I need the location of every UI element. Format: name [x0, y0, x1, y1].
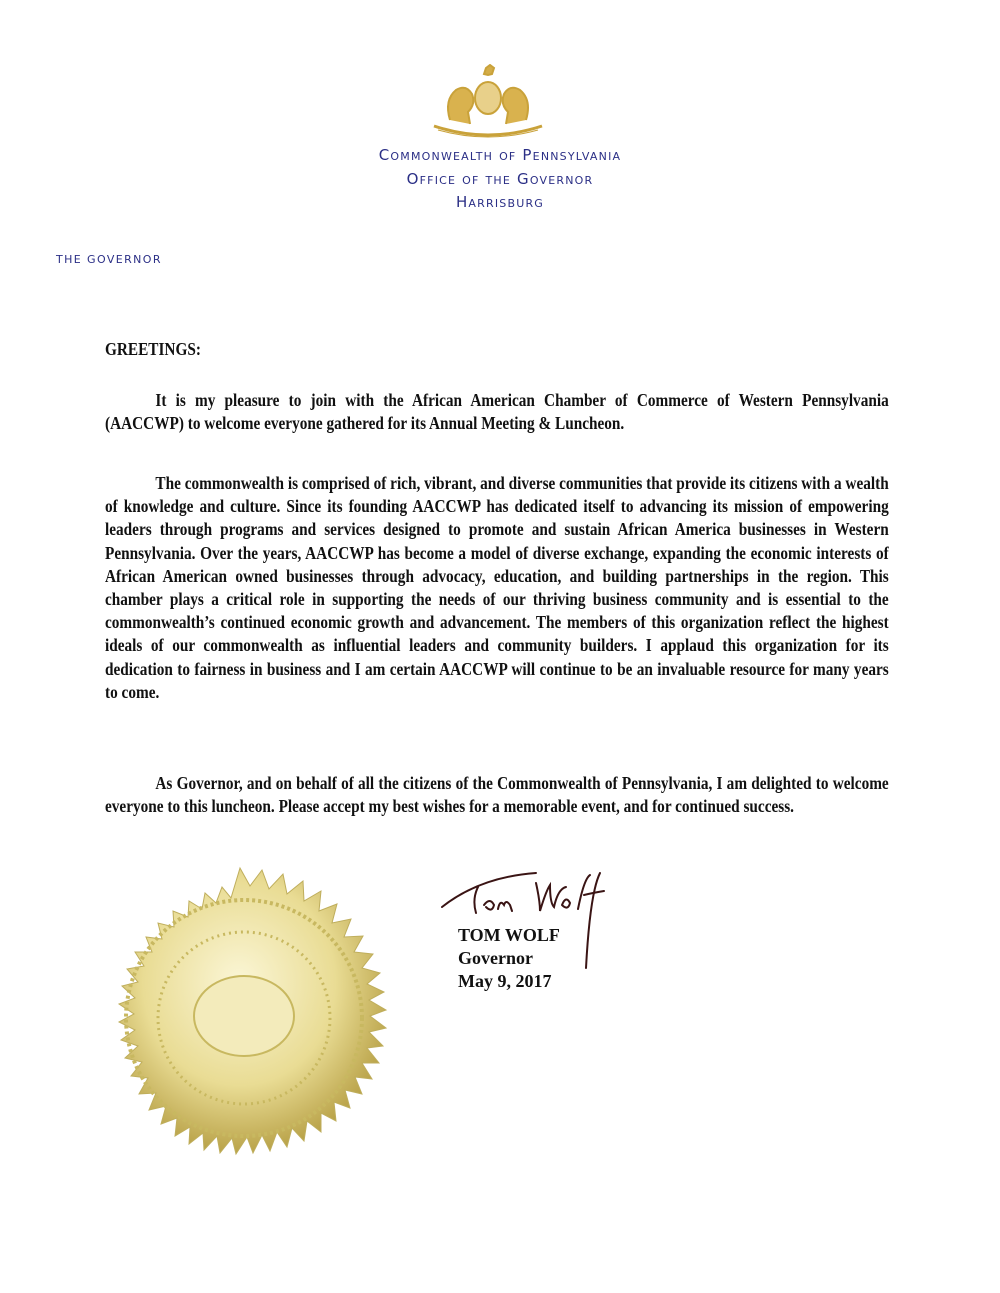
gold-seal-icon [86, 866, 394, 1174]
letterhead-office: Office of the Governor [406, 170, 594, 188]
signer-title: Governor [458, 948, 533, 968]
letterhead-city: Harrisburg [455, 193, 545, 211]
sender-label: THE GOVERNOR [56, 253, 162, 266]
greeting: GREETINGS: [105, 339, 201, 359]
pennsylvania-coat-of-arms-icon [428, 64, 548, 142]
letter-date: May 9, 2017 [458, 971, 552, 991]
paragraph-commonwealth: The commonwealth is comprised of rich, vibrant, and diverse communities that provide its citizens with a wealth of knowledge and culture. Since its founding AACCWP has dedicated itself to advancing its mission of empowering leaders through programs and services designed to promote and sustain African America businesses in Western Pennsylvania. Over the years, AACCWP has become a model of diverse exchange, expanding the economic interests of African American owned businesses through advocacy, education, and building partnerships in the region. This chamber plays a critical role in supporting the needs of our thriving business community and is essential to the commonwealth’s continued economic growth and advancement. The members of this organization reflect the highest ideals of our commonwealth as influential leaders and community builders. I applaud this organization for its dedication to fairness in business and I am certain AACCWP will continue to be an invaluable resource for many years to come. [105, 473, 889, 702]
paragraph-closing: As Governor, and on behalf of all the citizens of the Commonwealth of Pennsylvania, I am delighted to welcome everyone to this luncheon. Please accept my best wishes for a memorable event, and for continued success. [105, 773, 889, 817]
paragraph-welcome: It is my pleasure to join with the African American Chamber of Commerce of Western Pennsylvania (AACCWP) to welcome everyone gathered for its Annual Meeting & Luncheon. [105, 390, 889, 434]
letterhead-commonwealth: Commonwealth of Pennsylvania [378, 146, 622, 164]
signature-block [458, 924, 560, 993]
signer-name: TOM WOLF [458, 925, 560, 945]
